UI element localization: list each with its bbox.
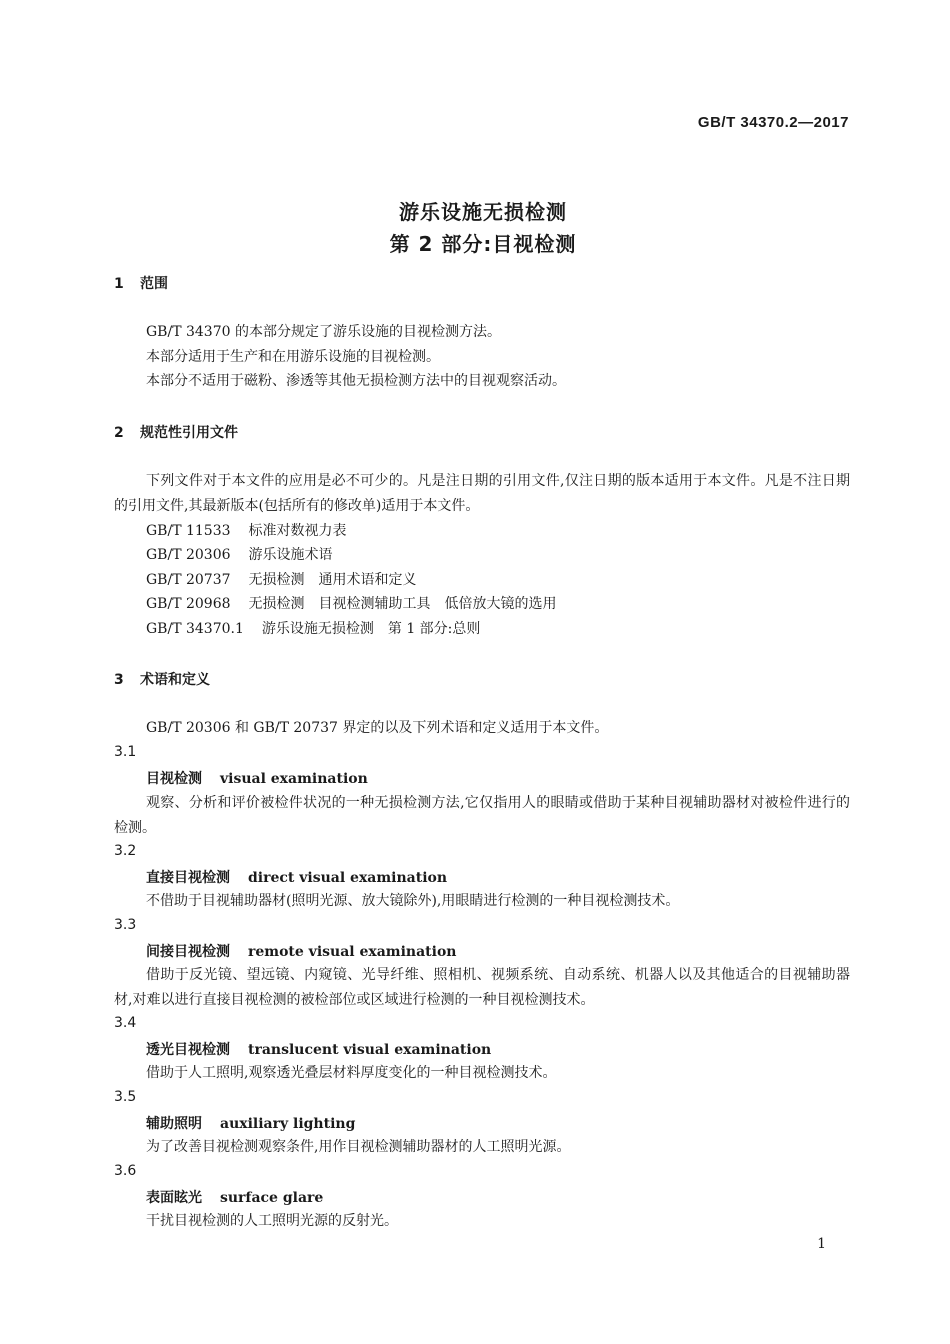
term-definition: 干扰目视检测的人工照明光源的反射光。 [146, 1213, 398, 1229]
section-1-heading [114, 273, 168, 293]
term-zh: 表面眩光 [146, 1190, 202, 1206]
term-number: 3.4 [114, 1015, 137, 1031]
reference-title: 游乐设施无损检测 第 1 部分:总则 [261, 621, 481, 637]
term-zh: 目视检测 [146, 771, 202, 787]
paragraph: 下列文件对于本文件的应用是必不可少的。凡是注日期的引用文件,仅注日期的版本适用于本文件。凡是不注日期的引用文件,其最新版本(包括所有的修改单)适用于本文件。 [114, 473, 850, 514]
document-subtitle: 第 2 部分:目视检测 [389, 232, 577, 256]
reference-item [146, 519, 850, 544]
reference-code: GB/T 11533 [146, 523, 231, 539]
reference-code: GB/T 34370.1 [146, 621, 244, 637]
term-zh: 直接目视检测 [146, 870, 230, 886]
term-heading [146, 1113, 355, 1133]
section-2-heading [114, 422, 238, 442]
paragraph: GB/T 34370 的本部分规定了游乐设施的目视检测方法。 [146, 324, 501, 340]
section-title: 范围 [140, 276, 168, 292]
term-heading [146, 1039, 491, 1059]
term-definition: 借助于反光镜、望远镜、内窥镜、光导纤维、照相机、视频系统、自动系统、机器人以及其他适合的目视辅助器材,对难以进行直接目视检测的被检部位或区域进行检测的一种目视检测技术。 [114, 967, 850, 1008]
document-title: 游乐设施无损检测 [399, 200, 567, 224]
paragraph: 本部分不适用于磁粉、渗透等其他无损检测方法中的目视观察活动。 [146, 373, 566, 389]
section-title: 术语和定义 [140, 672, 210, 688]
term-heading [146, 1187, 323, 1207]
term-number: 3.5 [114, 1089, 137, 1105]
term-en: remote visual examination [248, 944, 457, 960]
reference-item [146, 543, 850, 568]
reference-item [146, 592, 850, 617]
term-heading [146, 941, 456, 961]
section-number: 2 [114, 425, 124, 441]
term-en: direct visual examination [248, 870, 448, 886]
standard-code: GB/T 34370.2—2017 [697, 114, 849, 131]
term-definition: 借助于人工照明,观察透光叠层材料厚度变化的一种目视检测技术。 [146, 1065, 557, 1081]
reference-code: GB/T 20737 [146, 572, 231, 588]
term-definition: 为了改善目视检测观察条件,用作目视检测辅助器材的人工照明光源。 [146, 1139, 571, 1155]
term-en: translucent visual examination [248, 1042, 492, 1058]
reference-title: 标准对数视力表 [248, 523, 347, 539]
paragraph: GB/T 20306 和 GB/T 20737 界定的以及下列术语和定义适用于本文件。 [146, 720, 609, 736]
page-number: 1 [817, 1236, 826, 1252]
term-heading [146, 768, 368, 788]
term-number: 3.6 [114, 1163, 137, 1179]
section-3-heading [114, 669, 210, 689]
term-number: 3.3 [114, 917, 137, 933]
paragraph: 本部分适用于生产和在用游乐设施的目视检测。 [146, 349, 440, 365]
term-heading [146, 867, 447, 887]
section-title: 规范性引用文件 [140, 425, 238, 441]
reference-title: 游乐设施术语 [248, 547, 333, 563]
term-zh: 辅助照明 [146, 1116, 202, 1132]
term-number: 3.1 [114, 744, 137, 760]
term-en: auxiliary lighting [220, 1116, 356, 1132]
reference-item [146, 617, 850, 642]
section-number: 3 [114, 672, 124, 688]
reference-item [146, 568, 850, 593]
reference-code: GB/T 20306 [146, 547, 231, 563]
reference-title: 无损检测 目视检测辅助工具 低倍放大镜的选用 [248, 596, 557, 612]
term-zh: 透光目视检测 [146, 1042, 230, 1058]
reference-title: 无损检测 通用术语和定义 [248, 572, 417, 588]
term-zh: 间接目视检测 [146, 944, 230, 960]
term-en: visual examination [220, 771, 368, 787]
term-number: 3.2 [114, 843, 137, 859]
term-definition: 不借助于目视辅助器材(照明光源、放大镜除外),用眼睛进行检测的一种目视检测技术。 [146, 893, 680, 909]
term-definition: 观察、分析和评价被检件状况的一种无损检测方法,它仅指用人的眼睛或借助于某种目视辅助器材对被检件进行的检测。 [114, 795, 850, 836]
term-en: surface glare [220, 1190, 324, 1206]
reference-code: GB/T 20968 [146, 596, 231, 612]
section-number: 1 [114, 276, 124, 292]
